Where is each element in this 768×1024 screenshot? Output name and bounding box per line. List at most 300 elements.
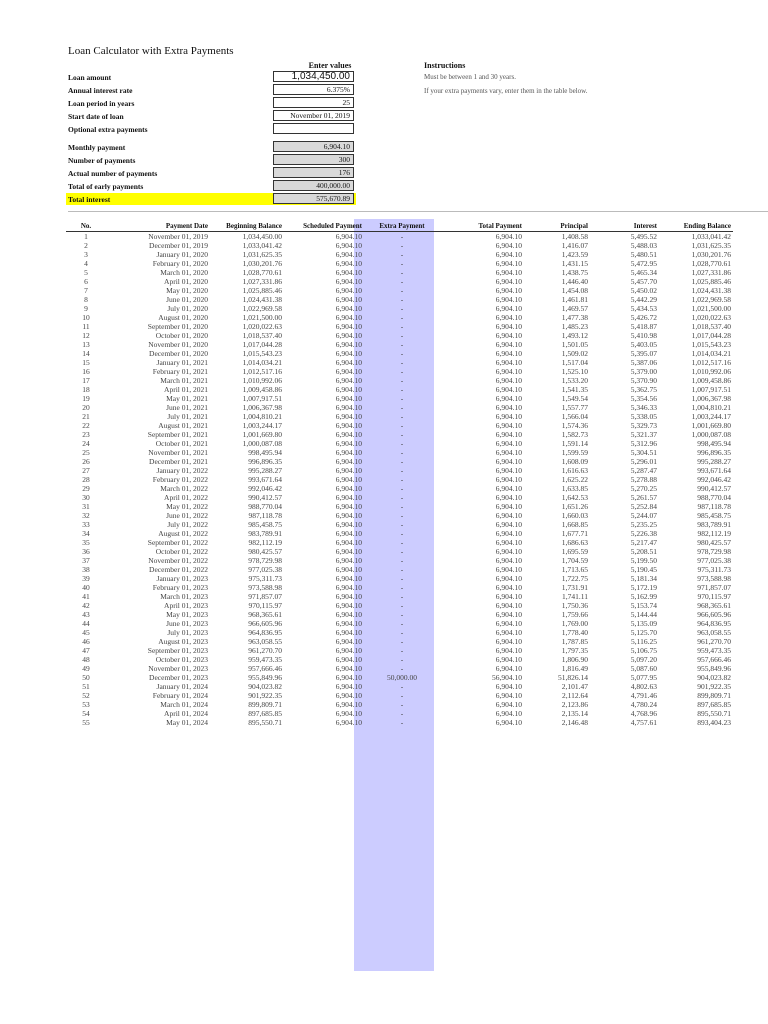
principal-cell: 2,112.64 (562, 691, 588, 700)
principal-cell: 1,525.10 (561, 367, 588, 376)
loan-period-input[interactable]: 25 (273, 97, 354, 108)
payment-date-cell: February 01, 2022 (152, 475, 208, 484)
extra-payment-cell[interactable]: - (400, 322, 404, 331)
interest-cell: 5,465.34 (630, 268, 657, 277)
ending-balance-cell: 1,025,885.46 (691, 277, 731, 286)
table-row (66, 331, 733, 340)
principal-cell: 1,668.85 (561, 520, 588, 529)
interest-rate-input[interactable]: 6.375% (273, 84, 354, 95)
extra-payment-cell[interactable]: - (400, 610, 404, 619)
principal-cell: 1,778.40 (561, 628, 588, 637)
ending-balance-cell: 1,009,458.86 (691, 376, 731, 385)
total-payment-cell: 6,904.10 (495, 286, 522, 295)
interest-cell: 5,190.45 (630, 565, 657, 574)
interest-cell: 5,442.29 (630, 295, 657, 304)
extra-payment-cell[interactable]: 50,000.00 (387, 673, 417, 682)
payment-number-cell: 38 (82, 565, 90, 574)
extra-payment-cell[interactable]: - (400, 385, 404, 394)
table-row (66, 637, 733, 646)
table-row (66, 709, 733, 718)
principal-cell: 1,608.09 (561, 457, 588, 466)
total-payment-cell: 6,904.10 (495, 664, 522, 673)
table-row (66, 691, 733, 700)
extra-payment-cell[interactable]: - (400, 655, 404, 664)
total-payment-cell: 6,904.10 (495, 565, 522, 574)
total-payment-cell: 6,904.10 (495, 484, 522, 493)
scheduled-payment-cell: 6,904.10 (335, 619, 362, 628)
payment-date-cell: November 01, 2022 (148, 556, 208, 565)
interest-cell: 5,199.50 (630, 556, 657, 565)
scheduled-payment-cell: 6,904.10 (335, 259, 362, 268)
ending-balance-cell: 1,017,044.28 (691, 331, 731, 340)
extra-payment-cell[interactable]: - (400, 430, 404, 439)
principal-cell: 1,454.08 (561, 286, 588, 295)
instruction-line-extra-payments: If your extra payments vary, enter them in the table below. (424, 87, 588, 95)
payment-date-cell: July 01, 2023 (167, 628, 208, 637)
total-payment-cell: 6,904.10 (495, 520, 522, 529)
extra-payment-cell[interactable]: - (400, 637, 404, 646)
beginning-balance-cell: 987,118.78 (248, 511, 282, 520)
principal-cell: 1,616.63 (561, 466, 588, 475)
monthly-payment-label: Monthly payment (68, 143, 126, 152)
principal-cell: 1,582.73 (561, 430, 588, 439)
principal-cell: 1,549.54 (561, 394, 588, 403)
interest-cell: 5,370.90 (630, 376, 657, 385)
ending-balance-cell: 1,001,669.80 (691, 421, 731, 430)
beginning-balance-cell: 964,836.95 (248, 628, 282, 637)
principal-cell: 1,517.04 (561, 358, 588, 367)
scheduled-payment-cell: 6,904.10 (335, 403, 362, 412)
col-header-total-payment: Total Payment (440, 220, 524, 232)
ending-balance-cell: 957,666.46 (697, 655, 731, 664)
scheduled-payment-cell: 6,904.10 (335, 637, 362, 646)
extra-payment-cell[interactable]: - (400, 376, 404, 385)
extra-payment-cell[interactable]: - (400, 619, 404, 628)
scheduled-payment-cell: 6,904.10 (335, 682, 362, 691)
principal-cell: 2,101.47 (561, 682, 588, 691)
total-payment-cell: 6,904.10 (495, 304, 522, 313)
principal-cell: 1,461.81 (561, 295, 588, 304)
extra-payment-cell[interactable]: - (400, 232, 404, 241)
extra-payment-cell[interactable]: - (400, 484, 404, 493)
total-payment-cell: 6,904.10 (495, 349, 522, 358)
scheduled-payment-cell: 6,904.10 (335, 241, 362, 250)
principal-cell: 1,493.12 (561, 331, 588, 340)
beginning-balance-cell: 895,550.71 (248, 718, 282, 727)
start-date-input[interactable]: November 01, 2019 (273, 110, 354, 121)
payment-number-cell: 26 (82, 457, 90, 466)
interest-cell: 5,321.37 (630, 430, 657, 439)
interest-cell: 5,450.02 (630, 286, 657, 295)
ending-balance-cell: 973,588.98 (697, 574, 731, 583)
table-row (66, 655, 733, 664)
beginning-balance-cell: 959,473.35 (248, 655, 282, 664)
principal-cell: 1,485.23 (561, 322, 588, 331)
scheduled-payment-cell: 6,904.10 (335, 718, 362, 727)
interest-cell: 5,480.51 (630, 250, 657, 259)
ending-balance-cell: 1,007,917.51 (691, 385, 731, 394)
ending-balance-cell: 899,809.71 (697, 691, 731, 700)
principal-cell: 1,557.77 (561, 403, 588, 412)
beginning-balance-cell: 996,896.35 (248, 457, 282, 466)
table-row (66, 430, 733, 439)
scheduled-payment-cell: 6,904.10 (335, 691, 362, 700)
page-title: Loan Calculator with Extra Payments (68, 45, 234, 57)
total-payment-cell: 6,904.10 (495, 385, 522, 394)
payment-date-cell: August 01, 2021 (158, 421, 208, 430)
interest-cell: 5,153.74 (630, 601, 657, 610)
payment-date-cell: December 01, 2021 (149, 457, 208, 466)
extra-payment-cell[interactable]: - (400, 340, 404, 349)
payment-date-cell: November 01, 2020 (148, 340, 208, 349)
beginning-balance-cell: 1,003,244.17 (242, 421, 282, 430)
ending-balance-cell: 982,112.19 (697, 529, 731, 538)
ending-balance-cell: 1,018,537.40 (691, 322, 731, 331)
extra-payment-cell[interactable]: - (400, 421, 404, 430)
ending-balance-cell: 901,922.35 (697, 682, 731, 691)
ending-balance-cell: 975,311.73 (697, 565, 731, 574)
ending-balance-cell: 998,495.94 (697, 439, 731, 448)
extra-payment-cell[interactable]: - (400, 556, 404, 565)
total-payment-cell: 6,904.10 (495, 322, 522, 331)
interest-cell: 5,426.72 (630, 313, 657, 322)
interest-cell: 4,757.61 (630, 718, 657, 727)
total-early-payments-label: Total of early payments (68, 182, 144, 191)
total-payment-cell: 6,904.10 (495, 700, 522, 709)
total-payment-cell: 6,904.10 (495, 259, 522, 268)
principal-cell: 1,741.11 (562, 592, 588, 601)
interest-cell: 5,488.03 (630, 241, 657, 250)
col-header-beginning-balance: Beginning Balance (210, 220, 284, 232)
principal-cell: 1,797.35 (561, 646, 588, 655)
extra-payment-cell[interactable]: - (400, 709, 404, 718)
payment-date-cell: December 01, 2023 (149, 673, 208, 682)
principal-cell: 1,816.49 (561, 664, 588, 673)
ending-balance-cell: 995,288.27 (697, 457, 731, 466)
extra-payment-cell[interactable]: - (400, 250, 404, 259)
extra-payment-cell[interactable]: - (400, 304, 404, 313)
total-payment-cell: 6,904.10 (495, 502, 522, 511)
extra-payment-cell[interactable]: - (400, 628, 404, 637)
extra-payment-cell[interactable]: - (400, 646, 404, 655)
extra-payment-cell[interactable]: - (400, 682, 404, 691)
ending-balance-cell: 1,014,034.21 (691, 349, 731, 358)
principal-cell: 1,509.02 (561, 349, 588, 358)
extra-payment-cell[interactable]: - (400, 448, 404, 457)
scheduled-payment-cell: 6,904.10 (335, 457, 362, 466)
scheduled-payment-cell: 6,904.10 (335, 655, 362, 664)
instruction-line-years: Must be between 1 and 30 years. (424, 73, 516, 81)
extra-payment-cell[interactable]: - (400, 331, 404, 340)
extra-payment-cell[interactable]: - (400, 466, 404, 475)
principal-cell: 1,731.91 (561, 583, 588, 592)
ending-balance-cell: 1,003,244.17 (691, 412, 731, 421)
table-row (66, 664, 733, 673)
beginning-balance-cell: 1,024,431.38 (242, 295, 282, 304)
beginning-balance-cell: 1,025,885.46 (242, 286, 282, 295)
ending-balance-cell: 1,030,201.76 (691, 250, 731, 259)
interest-cell: 5,077.95 (630, 673, 657, 682)
table-row (66, 556, 733, 565)
ending-balance-cell: 985,458.75 (697, 511, 731, 520)
beginning-balance-cell: 1,017,044.28 (242, 340, 282, 349)
scheduled-payment-cell: 6,904.10 (335, 583, 362, 592)
total-payment-cell: 6,904.10 (495, 439, 522, 448)
extra-payment-cell[interactable]: - (400, 718, 404, 727)
scheduled-payment-cell: 6,904.10 (335, 331, 362, 340)
principal-cell: 1,769.00 (561, 619, 588, 628)
table-row (66, 718, 733, 727)
principal-cell: 1,599.59 (561, 448, 588, 457)
extra-payment-cell[interactable]: - (400, 403, 404, 412)
extra-payment-cell[interactable]: - (400, 394, 404, 403)
extra-payment-cell[interactable]: - (400, 565, 404, 574)
principal-cell: 1,591.14 (561, 439, 588, 448)
payment-number-cell: 42 (82, 601, 90, 610)
total-payment-cell: 6,904.10 (495, 691, 522, 700)
beginning-balance-cell: 1,031,625.35 (242, 250, 282, 259)
table-row (66, 511, 733, 520)
table-row (66, 493, 733, 502)
principal-cell: 1,438.75 (561, 268, 588, 277)
payment-number-cell: 49 (82, 664, 90, 673)
total-payment-cell: 6,904.10 (495, 718, 522, 727)
ending-balance-cell: 1,006,367.98 (691, 394, 731, 403)
extra-payment-cell[interactable]: - (400, 313, 404, 322)
scheduled-payment-cell: 6,904.10 (335, 439, 362, 448)
ending-balance-cell: 893,404.23 (697, 718, 731, 727)
total-early-payments-value: 400,000.00 (273, 180, 354, 191)
table-row (66, 601, 733, 610)
interest-cell: 5,235.25 (630, 520, 657, 529)
loan-amount-input[interactable]: 1,034,450.00 (273, 71, 354, 82)
payment-date-cell: March 01, 2020 (160, 268, 208, 277)
interest-cell: 5,395.07 (630, 349, 657, 358)
total-payment-cell: 6,904.10 (495, 610, 522, 619)
principal-cell: 1,633.85 (561, 484, 588, 493)
interest-cell: 5,362.75 (630, 385, 657, 394)
table-row (66, 538, 733, 547)
table-row (66, 403, 733, 412)
ending-balance-cell: 1,028,770.61 (691, 259, 731, 268)
principal-cell: 1,677.71 (561, 529, 588, 538)
principal-cell: 1,750.36 (561, 601, 588, 610)
payment-date-cell: March 01, 2022 (160, 484, 208, 493)
total-payment-cell: 6,904.10 (495, 511, 522, 520)
interest-cell: 5,338.05 (630, 412, 657, 421)
beginning-balance-cell: 975,311.73 (248, 574, 282, 583)
beginning-balance-cell: 966,605.96 (248, 619, 282, 628)
extra-payment-cell[interactable]: - (400, 286, 404, 295)
payment-date-cell: June 01, 2020 (166, 295, 208, 304)
extra-payment-cell[interactable]: - (400, 367, 404, 376)
scheduled-payment-cell: 6,904.10 (335, 304, 362, 313)
payment-date-cell: May 01, 2024 (166, 718, 208, 727)
payment-number-cell: 22 (82, 421, 90, 430)
extra-payment-cell[interactable]: - (400, 439, 404, 448)
extra-payment-cell[interactable]: - (400, 277, 404, 286)
payment-date-cell: December 01, 2019 (149, 241, 208, 250)
principal-cell: 1,695.59 (561, 547, 588, 556)
extra-payment-cell[interactable]: - (400, 700, 404, 709)
extra-payment-cell[interactable]: - (400, 529, 404, 538)
interest-cell: 5,217.47 (630, 538, 657, 547)
table-row (66, 457, 733, 466)
total-payment-cell: 6,904.10 (495, 412, 522, 421)
payment-date-cell: February 01, 2024 (152, 691, 208, 700)
beginning-balance-cell: 963,058.55 (248, 637, 282, 646)
interest-cell: 5,106.75 (630, 646, 657, 655)
interest-cell: 5,270.25 (630, 484, 657, 493)
payment-date-cell: December 01, 2020 (149, 349, 208, 358)
payment-number-cell: 31 (82, 502, 90, 511)
principal-cell: 1,686.63 (561, 538, 588, 547)
total-payment-cell: 6,904.10 (495, 475, 522, 484)
ending-balance-cell: 996,896.35 (697, 448, 731, 457)
extra-payment-cell[interactable]: - (400, 691, 404, 700)
payment-number-cell: 13 (82, 340, 90, 349)
beginning-balance-cell: 961,270.70 (248, 646, 282, 655)
interest-cell: 5,181.34 (630, 574, 657, 583)
interest-cell: 5,226.38 (630, 529, 657, 538)
principal-cell: 51,826.14 (558, 673, 588, 682)
extra-payment-cell[interactable]: - (400, 538, 404, 547)
extra-payment-cell[interactable]: - (400, 592, 404, 601)
payment-number-cell: 3 (84, 250, 88, 259)
table-row (66, 421, 733, 430)
scheduled-payment-cell: 6,904.10 (335, 484, 362, 493)
scheduled-payment-cell: 6,904.10 (335, 349, 362, 358)
payment-number-cell: 48 (82, 655, 90, 664)
number-of-payments-label: Number of payments (68, 156, 136, 165)
extra-payment-cell[interactable]: - (400, 574, 404, 583)
table-row (66, 277, 733, 286)
col-header-scheduled-payment: Scheduled Payment (284, 220, 364, 232)
payment-number-cell: 24 (82, 439, 90, 448)
total-payment-cell: 6,904.10 (495, 268, 522, 277)
total-payment-cell: 6,904.10 (495, 556, 522, 565)
extra-payments-input[interactable] (273, 123, 354, 134)
extra-payment-cell[interactable]: - (400, 259, 404, 268)
principal-cell: 1,722.75 (561, 574, 588, 583)
interest-cell: 5,097.20 (630, 655, 657, 664)
interest-cell: 5,495.52 (630, 232, 657, 241)
monthly-payment-value: 6,904.10 (273, 141, 354, 152)
beginning-balance-cell: 971,857.07 (248, 592, 282, 601)
extra-payment-cell[interactable]: - (400, 520, 404, 529)
extra-payment-cell[interactable]: - (400, 295, 404, 304)
enter-values-header: Enter values (308, 61, 352, 70)
scheduled-payment-cell: 6,904.10 (335, 565, 362, 574)
payment-number-cell: 53 (82, 700, 90, 709)
table-row (66, 349, 733, 358)
extra-payment-cell[interactable]: - (400, 268, 404, 277)
beginning-balance-cell: 995,288.27 (248, 466, 282, 475)
total-payment-cell: 6,904.10 (495, 313, 522, 322)
payment-date-cell: March 01, 2023 (160, 592, 208, 601)
beginning-balance-cell: 982,112.19 (248, 538, 282, 547)
scheduled-payment-cell: 6,904.10 (335, 358, 362, 367)
beginning-balance-cell: 977,025.38 (248, 565, 282, 574)
interest-cell: 5,403.05 (630, 340, 657, 349)
scheduled-payment-cell: 6,904.10 (335, 376, 362, 385)
principal-cell: 1,713.65 (561, 565, 588, 574)
table-row (66, 448, 733, 457)
extra-payment-cell[interactable]: - (400, 601, 404, 610)
extra-payment-cell[interactable]: - (400, 547, 404, 556)
payment-date-cell: August 01, 2020 (158, 313, 208, 322)
beginning-balance-cell: 1,020,022.63 (242, 322, 282, 331)
beginning-balance-cell: 992,046.42 (248, 484, 282, 493)
payment-number-cell: 54 (82, 709, 90, 718)
table-row (66, 592, 733, 601)
payment-date-cell: April 01, 2024 (164, 709, 208, 718)
scheduled-payment-cell: 6,904.10 (335, 322, 362, 331)
extra-payment-cell[interactable]: - (400, 502, 404, 511)
table-row (66, 502, 733, 511)
extra-payment-cell[interactable]: - (400, 358, 404, 367)
interest-cell: 5,116.25 (631, 637, 657, 646)
payment-number-cell: 14 (82, 349, 90, 358)
extra-payment-cell[interactable]: - (400, 493, 404, 502)
ending-balance-cell: 992,046.42 (697, 475, 731, 484)
scheduled-payment-cell: 6,904.10 (335, 286, 362, 295)
scheduled-payment-cell: 6,904.10 (335, 673, 362, 682)
extra-payment-cell[interactable]: - (400, 583, 404, 592)
payment-date-cell: May 01, 2020 (166, 286, 208, 295)
interest-cell: 5,162.99 (630, 592, 657, 601)
scheduled-payment-cell: 6,904.10 (335, 394, 362, 403)
payment-date-cell: June 01, 2021 (166, 403, 208, 412)
principal-cell: 1,446.40 (561, 277, 588, 286)
ending-balance-cell: 993,671.64 (697, 466, 731, 475)
table-row (66, 646, 733, 655)
total-payment-cell: 6,904.10 (495, 628, 522, 637)
scheduled-payment-cell: 6,904.10 (335, 556, 362, 565)
extra-payment-cell[interactable]: - (400, 349, 404, 358)
interest-cell: 5,354.56 (630, 394, 657, 403)
payment-date-cell: November 01, 2023 (148, 664, 208, 673)
beginning-balance-cell: 998,495.94 (248, 448, 282, 457)
extra-payment-cell[interactable]: - (400, 412, 404, 421)
table-row (66, 385, 733, 394)
beginning-balance-cell: 1,014,034.21 (242, 358, 282, 367)
extra-payment-cell[interactable]: - (400, 241, 404, 250)
payment-number-cell: 10 (82, 313, 90, 322)
payment-number-cell: 17 (82, 376, 90, 385)
extra-payment-cell[interactable]: - (400, 475, 404, 484)
extra-payment-cell[interactable]: - (400, 457, 404, 466)
principal-cell: 1,806.90 (561, 655, 588, 664)
extra-payment-cell[interactable]: - (400, 511, 404, 520)
payment-number-cell: 50 (82, 673, 90, 682)
total-payment-cell: 6,904.10 (495, 232, 522, 241)
beginning-balance-cell: 990,412.57 (248, 493, 282, 502)
instructions-header: Instructions (424, 61, 466, 70)
extra-payment-cell[interactable]: - (400, 664, 404, 673)
payment-date-cell: October 01, 2022 (155, 547, 208, 556)
table-row (66, 700, 733, 709)
interest-cell: 5,304.51 (630, 448, 657, 457)
beginning-balance-cell: 1,015,543.23 (242, 349, 282, 358)
scheduled-payment-cell: 6,904.10 (335, 313, 362, 322)
table-row (66, 583, 733, 592)
beginning-balance-cell: 1,009,458.86 (242, 385, 282, 394)
principal-cell: 1,408.58 (561, 232, 588, 241)
col-header-ending-balance: Ending Balance (659, 220, 733, 232)
payment-date-cell: September 01, 2020 (147, 322, 208, 331)
payment-number-cell: 47 (82, 646, 90, 655)
